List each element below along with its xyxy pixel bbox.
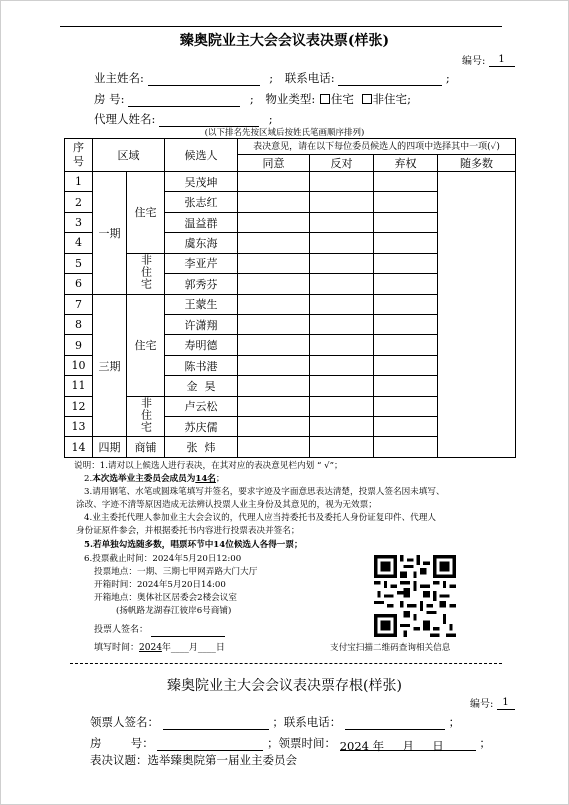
stub-collector-label: 领票人签名： bbox=[90, 715, 159, 729]
vote-oppose[interactable] bbox=[310, 437, 374, 458]
header-no: 序号 bbox=[65, 139, 93, 172]
vote-abstain[interactable] bbox=[374, 294, 438, 314]
area-phase4: 四期 bbox=[93, 437, 127, 458]
vote-agree[interactable] bbox=[238, 335, 310, 355]
fill-year: 2024 bbox=[139, 643, 162, 653]
vote-abstain[interactable] bbox=[374, 355, 438, 375]
vote-oppose[interactable] bbox=[310, 396, 374, 416]
vote-oppose[interactable] bbox=[310, 294, 374, 314]
note-1: 说明：1.请对以上候选人进行表决，在其对应的表决意见栏内划 “ √”； bbox=[74, 461, 343, 471]
sort-note: (以下排名先按区域后按姓氏笔画顺序排列) bbox=[204, 128, 365, 138]
vote-agree[interactable] bbox=[238, 233, 310, 253]
candidate-name: 温益群 bbox=[165, 212, 238, 232]
row-number: 14 bbox=[65, 437, 93, 458]
row-number: 13 bbox=[65, 417, 93, 437]
voter-sign-row bbox=[94, 624, 534, 637]
stub-time-field[interactable]: 2024 年 月 日 bbox=[340, 738, 476, 751]
vote-oppose[interactable] bbox=[310, 212, 374, 232]
stub-topic: 表决议题：选举臻奥院第一届业主委员会 bbox=[90, 753, 297, 767]
candidate-name: 寿明德 bbox=[165, 335, 238, 355]
header-follow: 随多数 bbox=[438, 155, 516, 172]
vote-oppose[interactable] bbox=[310, 192, 374, 212]
vote-oppose[interactable] bbox=[310, 355, 374, 375]
note-4b: 身份证原件参会，并根据委托书内容进行投票表决并签名； bbox=[76, 526, 300, 536]
note-6-location: 投票地点：一期、三期七甲网弄路大门大厅 bbox=[94, 567, 258, 577]
vote-oppose[interactable] bbox=[310, 417, 374, 437]
area-shop: 商铺 bbox=[127, 437, 165, 458]
stub-serial bbox=[470, 695, 515, 710]
vote-abstain[interactable] bbox=[374, 335, 438, 355]
stub-title: 臻奥院业主大会会议表决票存根(样张) bbox=[167, 678, 402, 694]
vote-agree[interactable] bbox=[238, 294, 310, 314]
row-number: 12 bbox=[65, 396, 93, 416]
header-area: 区域 bbox=[93, 139, 165, 172]
candidate-name: 卢云松 bbox=[165, 396, 238, 416]
owner-row: 业主姓名: ; 联系电话: ; bbox=[94, 71, 450, 85]
voter-sign-field[interactable] bbox=[151, 626, 225, 637]
area-residential: 住宅 bbox=[127, 294, 165, 396]
header-agree: 同意 bbox=[238, 155, 310, 172]
area-nonresidential: 非住宅 bbox=[127, 253, 165, 294]
stub-room-row: 房 号： ；领票时间： 2024 年 月 日 ； bbox=[90, 736, 491, 753]
row-number: 1 bbox=[65, 172, 93, 192]
vote-abstain[interactable] bbox=[374, 192, 438, 212]
note-6-open-place: 开箱地点：奥体社区居委会2楼会议室 bbox=[94, 593, 237, 603]
ballot-serial bbox=[462, 52, 515, 67]
vote-oppose[interactable] bbox=[310, 376, 374, 396]
area-nonresidential: 非住宅 bbox=[127, 396, 165, 437]
vote-abstain[interactable] bbox=[374, 417, 438, 437]
vote-abstain[interactable] bbox=[374, 172, 438, 192]
residential-checkbox[interactable] bbox=[320, 94, 330, 104]
note-6-open-time: 开箱时间：2024年5月20日14:00 bbox=[94, 580, 226, 590]
room-field[interactable] bbox=[128, 94, 240, 107]
area-phase1: 一期 bbox=[93, 172, 127, 295]
row-number: 10 bbox=[65, 355, 93, 375]
stub-serial-value[interactable]: 1 bbox=[497, 697, 515, 710]
vote-oppose[interactable] bbox=[310, 253, 374, 273]
stub-collector-row: 领票人签名： ；联系电话： ； bbox=[90, 715, 461, 729]
candidate-name: 张 炜 bbox=[165, 437, 238, 458]
row-number: 6 bbox=[65, 274, 93, 294]
note-3b: 涂改、字迹不清等原因造成无法辨认投票人业主身份及其意见的，视为无效票； bbox=[76, 500, 377, 510]
row-number: 4 bbox=[65, 233, 93, 253]
vote-oppose[interactable] bbox=[310, 274, 374, 294]
phone-label: 联系电话: bbox=[284, 71, 335, 85]
stub-phone-label: ；联系电话： bbox=[272, 715, 342, 729]
stub-phone-field[interactable] bbox=[345, 717, 445, 730]
area-phase3: 三期 bbox=[93, 294, 127, 437]
note-6-address: (扬帆路龙湖春江彼岸6号商铺) bbox=[116, 606, 232, 616]
vote-oppose[interactable] bbox=[310, 233, 374, 253]
vote-follow-majority[interactable] bbox=[438, 172, 516, 458]
note-5: 5.若单独勾选随多数，唱票环节中14位候选人各得一票； bbox=[84, 540, 303, 550]
stub-room-field[interactable] bbox=[157, 738, 263, 751]
vote-agree[interactable] bbox=[238, 355, 310, 375]
stub-room-label: 房 号： bbox=[90, 736, 154, 750]
fill-time-rest: 年____月____日 bbox=[161, 643, 225, 653]
vote-abstain[interactable] bbox=[374, 233, 438, 253]
vote-agree[interactable] bbox=[238, 314, 310, 334]
serial-value[interactable]: 1 bbox=[489, 54, 515, 67]
stub-time-label: ；领票时间： bbox=[267, 736, 337, 750]
row-number: 8 bbox=[65, 314, 93, 334]
vote-agree[interactable] bbox=[238, 192, 310, 212]
vote-agree[interactable] bbox=[238, 417, 310, 437]
candidate-name: 王蒙生 bbox=[165, 294, 238, 314]
residential-option: 住宅 bbox=[330, 92, 354, 106]
vote-oppose[interactable] bbox=[310, 335, 374, 355]
vote-abstain[interactable] bbox=[374, 274, 438, 294]
vote-agree[interactable] bbox=[238, 274, 310, 294]
header-oppose: 反对 bbox=[310, 155, 374, 172]
candidate-name: 苏庆儒 bbox=[165, 417, 238, 437]
note-6-deadline: 6.投票截止时间：2024年5月20日12:00 bbox=[84, 554, 242, 564]
vote-agree[interactable] bbox=[238, 376, 310, 396]
area-residential: 住宅 bbox=[127, 172, 165, 254]
phone-field[interactable] bbox=[338, 73, 442, 86]
candidate-name: 吴茂坤 bbox=[165, 172, 238, 192]
serial-label: 编号: bbox=[462, 56, 486, 67]
note-4a: 4.业主委托代理人参加业主大会会议的，代理人应当持委托书及委托人身份证复印件、代理人 bbox=[84, 513, 436, 523]
ballot-table bbox=[64, 138, 516, 458]
property-type-label: 物业类型: bbox=[265, 92, 316, 106]
stub-collector-field[interactable] bbox=[163, 717, 269, 730]
owner-name-field[interactable] bbox=[148, 73, 260, 86]
vote-agree[interactable] bbox=[238, 172, 310, 192]
candidate-name: 张志红 bbox=[165, 192, 238, 212]
candidate-name: 陈书港 bbox=[165, 355, 238, 375]
vote-abstain[interactable] bbox=[374, 314, 438, 334]
candidate-name: 李亚芹 bbox=[165, 253, 238, 273]
cut-line bbox=[70, 663, 502, 664]
candidate-name: 许潇翔 bbox=[165, 314, 238, 334]
voter-sign-label: 投票人签名： bbox=[94, 625, 149, 635]
nonresidential-checkbox[interactable] bbox=[362, 94, 372, 104]
candidate-name: 金 昊 bbox=[165, 376, 238, 396]
top-rule bbox=[60, 26, 502, 27]
candidate-name: 郭秀芬 bbox=[165, 274, 238, 294]
vote-abstain[interactable] bbox=[374, 437, 438, 458]
qr-caption: 支付宝扫描二维码查询相关信息 bbox=[330, 643, 451, 653]
room-row: 房 号: ; 物业类型: 住宅 非住宅; bbox=[94, 92, 411, 106]
room-label: 房 号: bbox=[94, 92, 125, 106]
qr-code-image bbox=[374, 555, 456, 637]
row-number: 2 bbox=[65, 192, 93, 212]
vote-abstain[interactable] bbox=[374, 212, 438, 232]
vote-agree[interactable] bbox=[238, 437, 310, 458]
row-number: 11 bbox=[65, 376, 93, 396]
header-candidate: 候选人 bbox=[165, 139, 238, 172]
nonresidential-option: 非住宅 bbox=[372, 92, 408, 106]
stub-serial-label: 编号: bbox=[470, 699, 494, 710]
vote-agree[interactable] bbox=[238, 396, 310, 416]
header-abstain: 弃权 bbox=[374, 155, 438, 172]
vote-abstain[interactable] bbox=[374, 396, 438, 416]
note-2: 2.本次选举业主委员会成员为14名； bbox=[84, 474, 225, 484]
proxy-row: 代理人姓名: ; bbox=[94, 112, 273, 126]
row-number: 9 bbox=[65, 335, 93, 355]
candidate-name: 虞东海 bbox=[165, 233, 238, 253]
row-number: 7 bbox=[65, 294, 93, 314]
vote-abstain[interactable] bbox=[374, 253, 438, 273]
owner-name-label: 业主姓名: bbox=[94, 71, 144, 85]
header-opinion: 表决意见，请在以下每位委员候选人的四项中选择其中一项(✓) bbox=[238, 139, 516, 155]
fill-time-label: 填写时间： bbox=[94, 643, 140, 653]
row-number: 5 bbox=[65, 253, 93, 273]
vote-oppose[interactable] bbox=[310, 172, 374, 192]
vote-agree[interactable] bbox=[238, 212, 310, 232]
vote-agree[interactable] bbox=[238, 253, 310, 273]
vote-abstain[interactable] bbox=[374, 376, 438, 396]
ballot-title: 臻奥院业主大会会议表决票(样张) bbox=[179, 33, 390, 49]
proxy-name-label: 代理人姓名: bbox=[94, 112, 156, 126]
note-3a: 3.请用钢笔、水笔或圆珠笔填写并签名，要求字迹及字面意思表达清楚，投票人签名因未填写、 bbox=[84, 487, 445, 497]
vote-oppose[interactable] bbox=[310, 314, 374, 334]
row-number: 3 bbox=[65, 212, 93, 232]
